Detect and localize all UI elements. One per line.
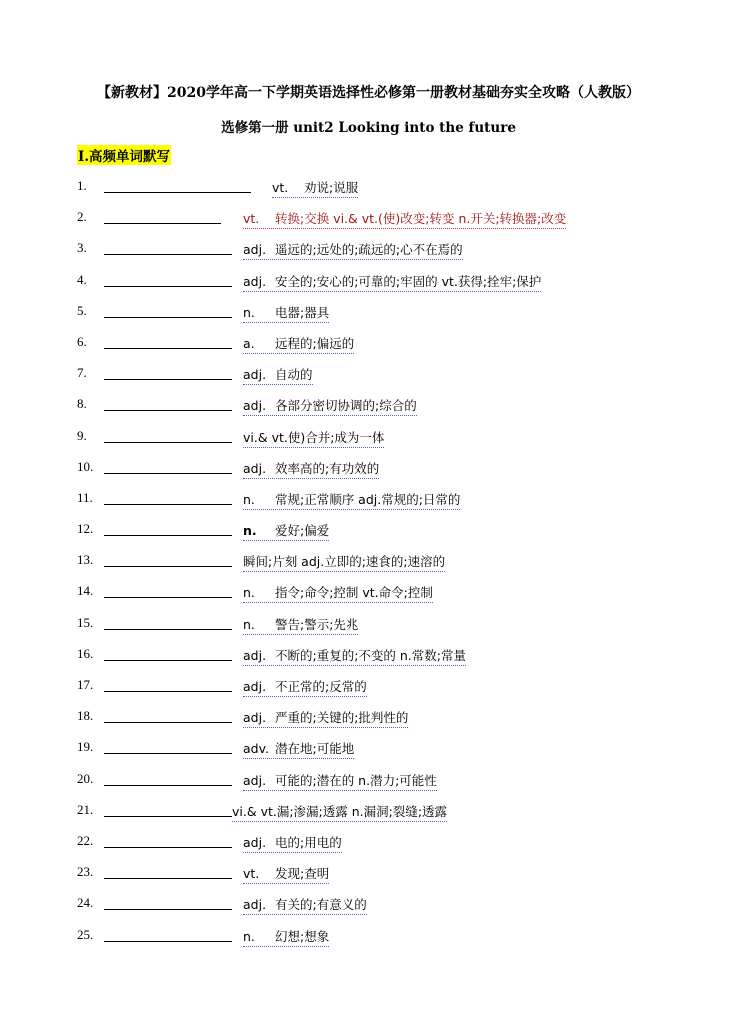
item-definition	[243, 864, 329, 884]
answer-blank[interactable]	[104, 878, 232, 879]
meaning: 不断的;重复的;不变的 n.常数;常量	[274, 647, 466, 663]
item-definition	[243, 739, 354, 759]
meaning: 劝说;说服	[303, 180, 359, 195]
part-of-speech: n.	[243, 585, 255, 601]
item-number: 20.	[77, 770, 94, 786]
answer-blank[interactable]	[104, 691, 232, 692]
item-number: 11.	[77, 489, 93, 505]
meaning: 转换;交换 vi.& vt.(使)改变;转变 n.开关;转换器;改变	[274, 211, 567, 227]
answer-blank[interactable]	[104, 847, 232, 848]
meaning: 常规;正常顺序 adj.常规的;日常的	[274, 491, 461, 507]
item-definition	[243, 396, 417, 416]
list-item	[0, 334, 737, 365]
meaning: 电器;器具	[274, 304, 330, 320]
item-number: 5.	[77, 302, 87, 318]
list-item	[0, 396, 737, 427]
meaning: 瞬间;片刻 adj.立即的;速食的;速溶的	[243, 554, 446, 570]
meaning: 自动的	[274, 367, 313, 383]
part-of-speech: vt.	[272, 180, 289, 195]
item-definition	[243, 677, 367, 697]
item-definition	[243, 708, 408, 728]
meaning: 严重的;关键的;批判性的	[274, 710, 409, 726]
item-definition	[243, 521, 329, 541]
answer-blank[interactable]	[104, 348, 232, 349]
list-item	[0, 895, 737, 926]
item-number: 6.	[77, 333, 87, 349]
meaning: 各部分密切协调的;综合的	[274, 398, 417, 414]
meaning: 有关的;有意义的	[274, 897, 367, 913]
answer-blank[interactable]	[104, 909, 232, 910]
answer-blank[interactable]	[104, 785, 232, 786]
item-definition	[272, 178, 358, 198]
answer-blank[interactable]	[104, 379, 232, 380]
item-definition	[243, 490, 460, 510]
part-of-speech: vt.	[243, 211, 260, 227]
item-definition	[243, 459, 379, 479]
part-of-speech: adj.	[243, 273, 267, 289]
meaning: 遥远的;远处的;疏远的;心不在焉的	[274, 242, 463, 258]
item-definition	[243, 583, 433, 603]
item-number: 9.	[77, 427, 87, 443]
list-item	[0, 771, 737, 802]
item-number: 25.	[77, 926, 94, 942]
list-item	[0, 365, 737, 396]
answer-blank[interactable]	[104, 816, 232, 817]
vocabulary-list	[0, 178, 737, 958]
item-definition	[243, 895, 367, 915]
part-of-speech: adj.	[243, 242, 267, 258]
part-of-speech: n.	[243, 523, 257, 539]
meaning: vi.& vt.漏;渗漏;透露 n.漏洞;裂缝;透露	[232, 803, 448, 819]
item-definition	[243, 272, 541, 292]
list-item	[0, 833, 737, 864]
document-title: 【新教材】2020学年高一下学期英语选择性必修第一册教材基础夯实全攻略（人教版）	[97, 85, 640, 101]
meaning: 电的;用电的	[274, 834, 342, 850]
list-item	[0, 459, 737, 490]
meaning: 发现;查明	[274, 866, 330, 882]
answer-blank[interactable]	[104, 660, 232, 661]
list-item	[0, 552, 737, 583]
part-of-speech: adj.	[243, 367, 267, 383]
answer-blank[interactable]	[104, 317, 232, 318]
item-number: 10.	[77, 458, 94, 474]
meaning: 安全的;安心的;可靠的;牢固的 vt.获得;拴牢;保护	[274, 273, 542, 289]
item-number: 4.	[77, 271, 87, 287]
item-definition	[243, 428, 384, 448]
part-of-speech: vt.	[243, 866, 260, 882]
part-of-speech: adj.	[243, 834, 267, 850]
list-item	[0, 240, 737, 271]
list-item	[0, 677, 737, 708]
answer-blank[interactable]	[104, 629, 232, 630]
item-number: 13.	[77, 552, 94, 568]
answer-blank[interactable]	[104, 597, 232, 598]
item-number: 22.	[77, 832, 94, 848]
answer-blank[interactable]	[104, 286, 232, 287]
answer-blank[interactable]	[104, 192, 251, 193]
document-subtitle: 选修第一册 unit2 Looking into the future	[221, 120, 516, 136]
answer-blank[interactable]	[104, 535, 232, 536]
item-number: 18.	[77, 708, 94, 724]
list-item	[0, 708, 737, 739]
meaning: 指令;命令;控制 vt.命令;控制	[274, 585, 433, 601]
item-number: 12.	[77, 521, 94, 537]
meaning: 潜在地;可能地	[274, 741, 355, 757]
item-number: 23.	[77, 864, 94, 880]
item-definition	[243, 771, 437, 791]
meaning: 效率高的;有功效的	[274, 460, 380, 476]
part-of-speech: adj.	[243, 679, 267, 694]
item-number: 8.	[77, 396, 87, 412]
item-definition	[243, 615, 358, 635]
part-of-speech: n.	[243, 491, 255, 507]
part-of-speech: adj.	[243, 897, 267, 913]
list-item	[0, 490, 737, 521]
part-of-speech: adj.	[243, 772, 267, 788]
answer-blank[interactable]	[104, 442, 232, 443]
item-number: 21.	[77, 801, 94, 817]
list-item	[0, 802, 737, 833]
answer-blank[interactable]	[104, 223, 221, 224]
item-definition	[232, 802, 447, 822]
meaning: 不正常的;反常的	[274, 679, 367, 694]
item-definition	[243, 646, 466, 666]
meaning: 爱好;偏爱	[274, 523, 330, 539]
list-item	[0, 864, 737, 895]
part-of-speech: adj.	[243, 710, 267, 726]
list-item	[0, 739, 737, 770]
section-heading: I.高频单词默写	[77, 145, 171, 165]
item-number: 17.	[77, 677, 94, 692]
item-definition	[243, 927, 329, 947]
part-of-speech: n.	[243, 304, 255, 320]
item-definition	[243, 209, 566, 229]
part-of-speech: adj.	[243, 460, 267, 476]
list-item	[0, 428, 737, 459]
part-of-speech: n.	[243, 928, 255, 944]
part-of-speech: adv.	[243, 741, 269, 757]
item-definition	[243, 240, 463, 260]
list-item	[0, 927, 737, 958]
answer-blank[interactable]	[104, 410, 232, 411]
list-item	[0, 583, 737, 614]
answer-blank[interactable]	[104, 722, 232, 723]
item-number: 7.	[77, 365, 87, 381]
item-definition	[243, 552, 445, 572]
list-item	[0, 303, 737, 334]
item-definition	[243, 303, 329, 323]
meaning: 远程的;偏远的	[274, 335, 355, 351]
list-item	[0, 272, 737, 303]
answer-blank[interactable]	[104, 473, 232, 474]
meaning: 幻想;想象	[274, 928, 330, 944]
part-of-speech: adj.	[243, 398, 267, 414]
answer-blank[interactable]	[104, 753, 232, 754]
answer-blank[interactable]	[104, 566, 232, 567]
item-number: 15.	[77, 614, 94, 630]
item-number: 2.	[77, 209, 87, 225]
meaning: vi.& vt.使)合并;成为一体	[243, 429, 385, 445]
list-item	[0, 521, 737, 552]
list-item	[0, 646, 737, 677]
answer-blank[interactable]	[104, 254, 232, 255]
item-definition	[243, 334, 354, 354]
item-number: 14.	[77, 583, 94, 599]
part-of-speech: a.	[243, 335, 255, 351]
answer-blank[interactable]	[104, 504, 232, 505]
item-definition	[243, 365, 313, 385]
part-of-speech: n.	[243, 616, 255, 632]
meaning: 可能的;潜在的 n.潜力;可能性	[274, 772, 437, 788]
meaning: 警告;警示;先兆	[274, 616, 359, 632]
answer-blank[interactable]	[104, 941, 232, 942]
item-number: 1.	[77, 178, 87, 193]
item-number: 24.	[77, 895, 94, 911]
item-number: 19.	[77, 739, 94, 755]
list-item	[0, 615, 737, 646]
part-of-speech: adj.	[243, 647, 267, 663]
item-number: 16.	[77, 645, 94, 661]
list-item	[0, 178, 737, 209]
list-item	[0, 209, 737, 240]
item-number: 3.	[77, 240, 87, 256]
item-definition	[243, 833, 342, 853]
